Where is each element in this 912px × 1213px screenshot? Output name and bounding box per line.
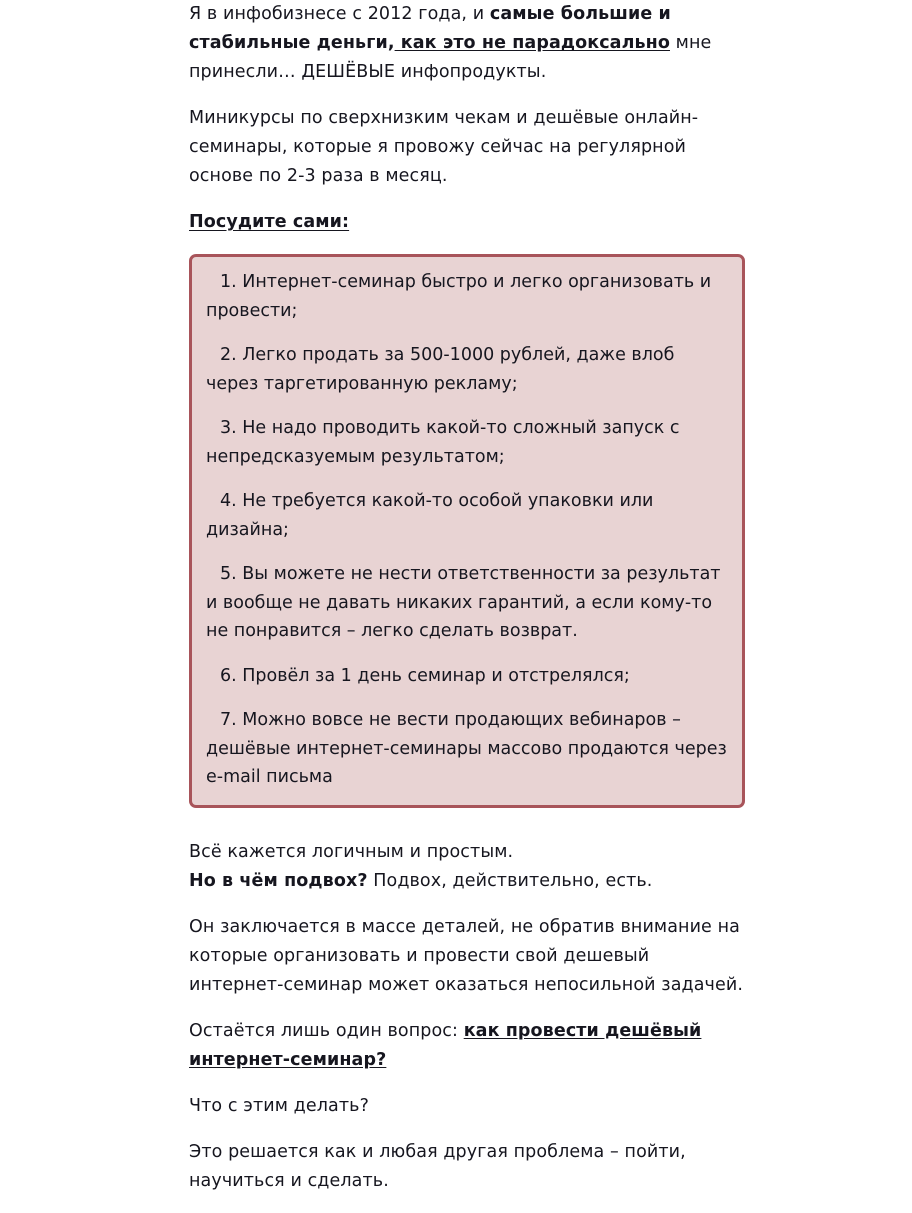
outro-paragraph-7: Что с этим делать?: [189, 1095, 369, 1116]
intro-p1-segment-plain: Я в инфобизнесе с 2012 года, и: [189, 4, 490, 24]
callout-item-5: 5. Вы можете не нести ответственности за результат и вообще не давать никаких гарантий, а если кому-то не понравится – легко сделать возврат.: [206, 564, 721, 641]
callout-item-3: 3. Не надо проводить какой-то сложный запуск с непредсказуемым результатом;: [206, 418, 680, 467]
outro-paragraph-3: Всё кажется логичным и простым.: [189, 841, 514, 862]
outro-paragraph-5: Он заключается в массе деталей, не обратив внимание на которые организовать и провести свой дешевый интернет-семинар может оказаться непосильной задачей.: [189, 916, 743, 995]
posudite-sami-heading: [189, 208, 745, 237]
podvox-question-bold: Но в чём подвох?: [189, 870, 368, 891]
intro-p1-segment-bold: самые большие и стабильные деньги,: [189, 4, 671, 53]
outro-paragraph-8: Это решается как и любая другая проблема – пойти, научиться и сделать.: [189, 1141, 686, 1191]
callout-spacer: [189, 808, 745, 838]
posudite-sami-label: Посудите сами:: [189, 212, 350, 232]
final-question-lead: Остаётся лишь один вопрос:: [189, 1020, 464, 1041]
callout-item-2: 2. Легко продать за 500-1000 рублей, даже влоб через таргетированную рекламу;: [206, 345, 675, 394]
callout-item-7: 7. Можно вовсе не вести продающих вебинаров – дешёвые интернет-семинары массово продаются через e-mail письма: [206, 710, 727, 787]
intro-paragraph-1: [189, 0, 745, 87]
podvox-answer-text: Подвох, действительно, есть.: [367, 870, 653, 891]
intro-p1-segment-tail: мне принесли… ДЕШЁВЫЕ инфопродукты.: [189, 33, 712, 82]
intro-paragraph-2: Миникурсы по сверхнизким чекам и дешёвые онлайн-семинары, которые я провожу сейчас на регулярной основе по 2-3 раза в месяц.: [189, 108, 699, 186]
outro-paragraph-6: [189, 1017, 745, 1075]
callout-item-6: 6. Провёл за 1 день семинар и отстрелялся;: [220, 665, 630, 686]
callout-item-1: 1. Интернет-семинар быстро и легко организовать и провести;: [206, 272, 712, 321]
callout-item-4: 4. Не требуется какой-то особой упаковки или дизайна;: [206, 491, 654, 540]
intro-p1-segment-bold-underline: как это не парадоксально: [394, 33, 670, 53]
final-question-emphasis: как провести дешёвый интернет-семинар?: [189, 1020, 702, 1070]
article-body: [189, 0, 745, 1213]
benefits-callout-box: [189, 254, 745, 808]
outro-paragraph-4: [189, 867, 745, 896]
